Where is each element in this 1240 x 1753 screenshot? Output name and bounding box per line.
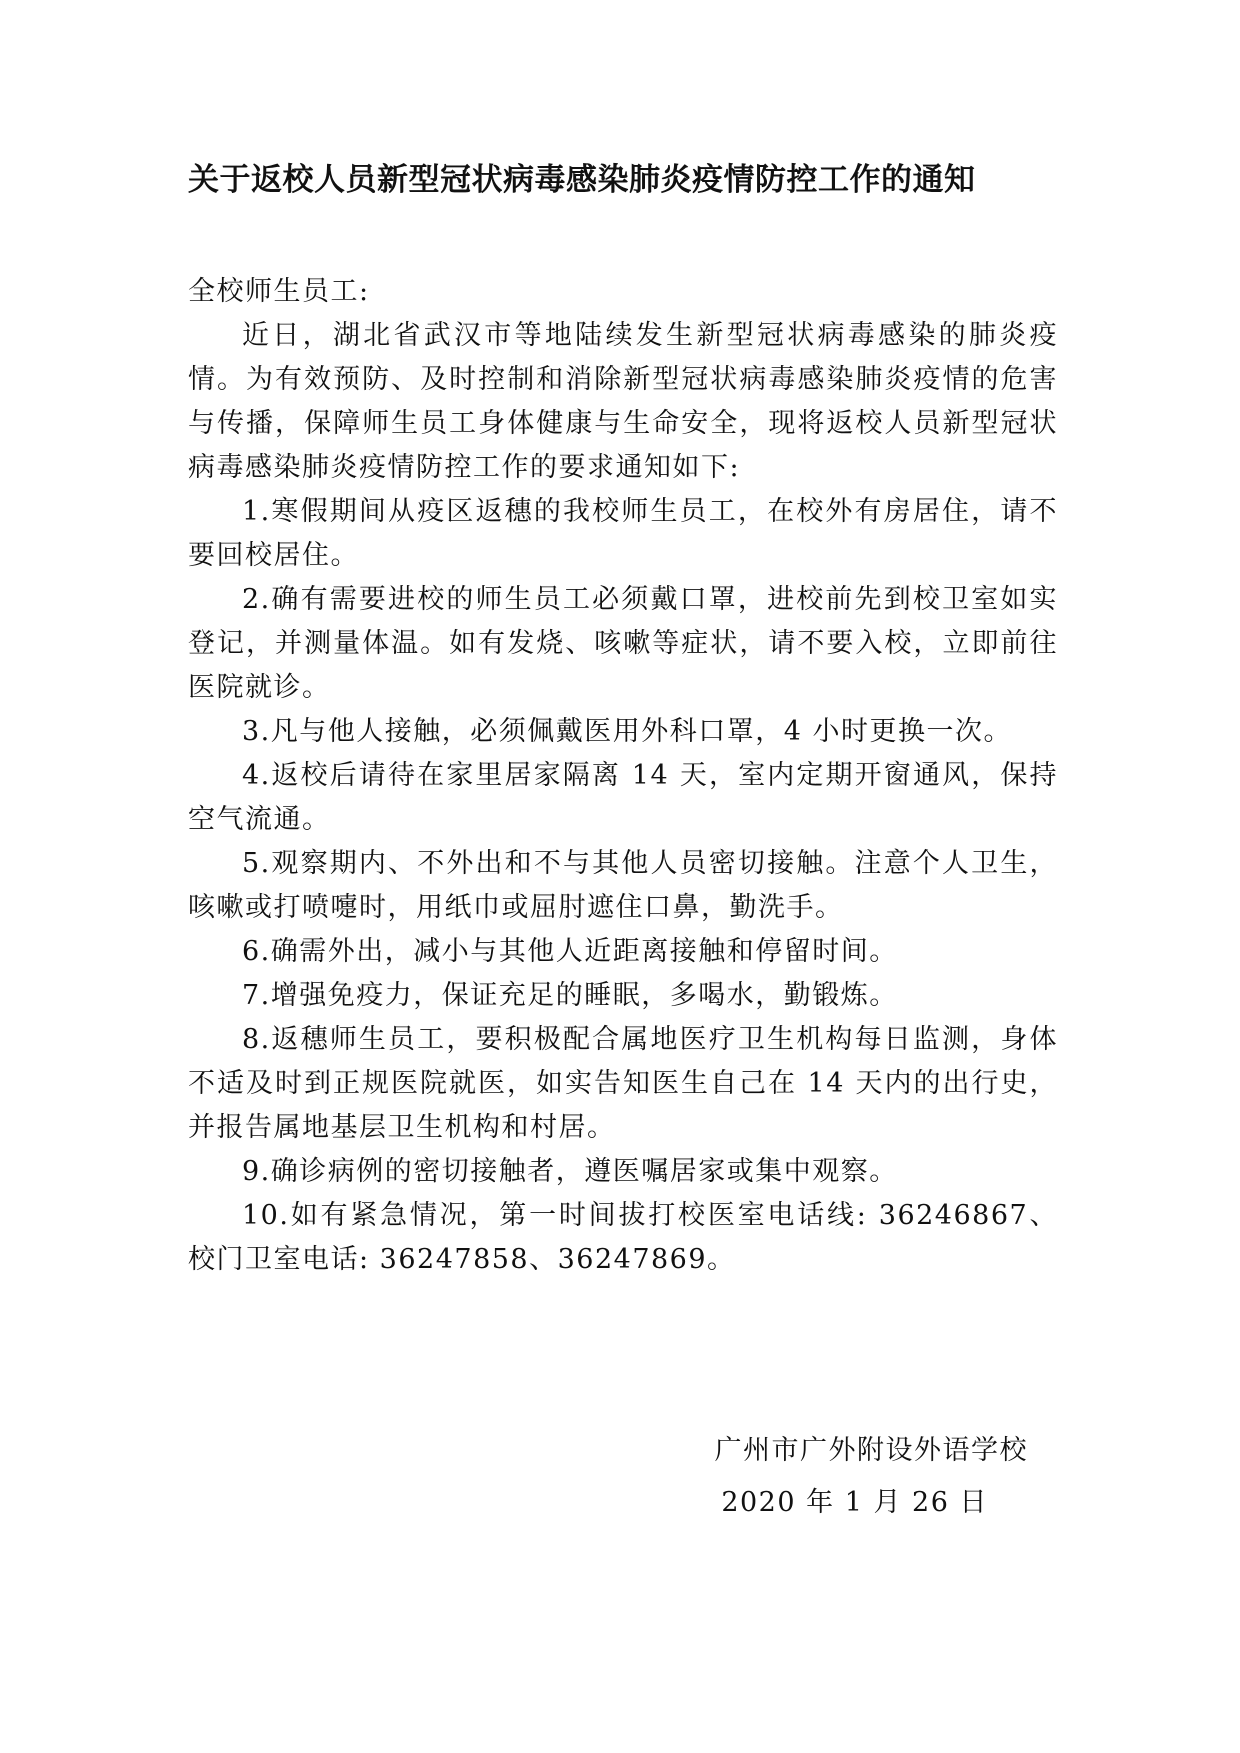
item-5: 5.观察期内、不外出和不与其他人员密切接触。注意个人卫生，咳嗽或打喷嚏时，用纸巾或屈肘遮住口鼻，勤洗手。 [188,848,1058,923]
item-3: 3.凡与他人接触，必须佩戴医用外科口罩，4 小时更换一次。 [242,716,1013,747]
item-4: 4.返校后请待在家里居家隔离 14 天，室内定期开窗通风，保持空气流通。 [188,760,1058,835]
item-9: 9.确诊病例的密切接触者，遵医嘱居家或集中观察。 [242,1156,898,1187]
item-8: 8.返穗师生员工，要积极配合属地医疗卫生机构每日监测，身体不适及时到正规医院就医，如实告知医生自己在 14 天内的出行史，并报告属地基层卫生机构和村居。 [188,1024,1058,1143]
intro-paragraph: 近日，湖北省武汉市等地陆续发生新型冠状病毒感染的肺炎疫情。为有效预防、及时控制和消除新型冠状病毒感染肺炎疫情的危害与传播，保障师生员工身体健康与生命安全，现将返校人员新型冠状病毒感染肺炎疫情防控工作的要求通知如下: [188,320,1058,483]
item-6: 6.确需外出，减小与其他人近距离接触和停留时间。 [242,936,898,967]
signature-date: 2020 年 1 月 26 日 [721,1487,988,1518]
item-10: 10.如有紧急情况，第一时间拔打校医室电话线: 36246867、校门卫室电话: 36247858、36247869。 [188,1200,1058,1275]
item-1: 1.寒假期间从疫区返穗的我校师生员工，在校外有房居住，请不要回校居住。 [188,496,1058,571]
salutation: 全校师生员工: [188,276,370,307]
item-2: 2.确有需要进校的师生员工必须戴口罩，进校前先到校卫室如实登记，并测量体温。如有发烧、咳嗽等症状，请不要入校，立即前往医院就诊。 [188,584,1058,703]
document-body [188,270,1058,1282]
item-7: 7.增强免疫力，保证充足的睡眠，多喝水，勤锻炼。 [242,980,898,1011]
document-title: 关于返校人员新型冠状病毒感染肺炎疫情防控工作的通知 [188,162,976,198]
signature-organization: 广州市广外附设外语学校 [714,1435,1028,1466]
